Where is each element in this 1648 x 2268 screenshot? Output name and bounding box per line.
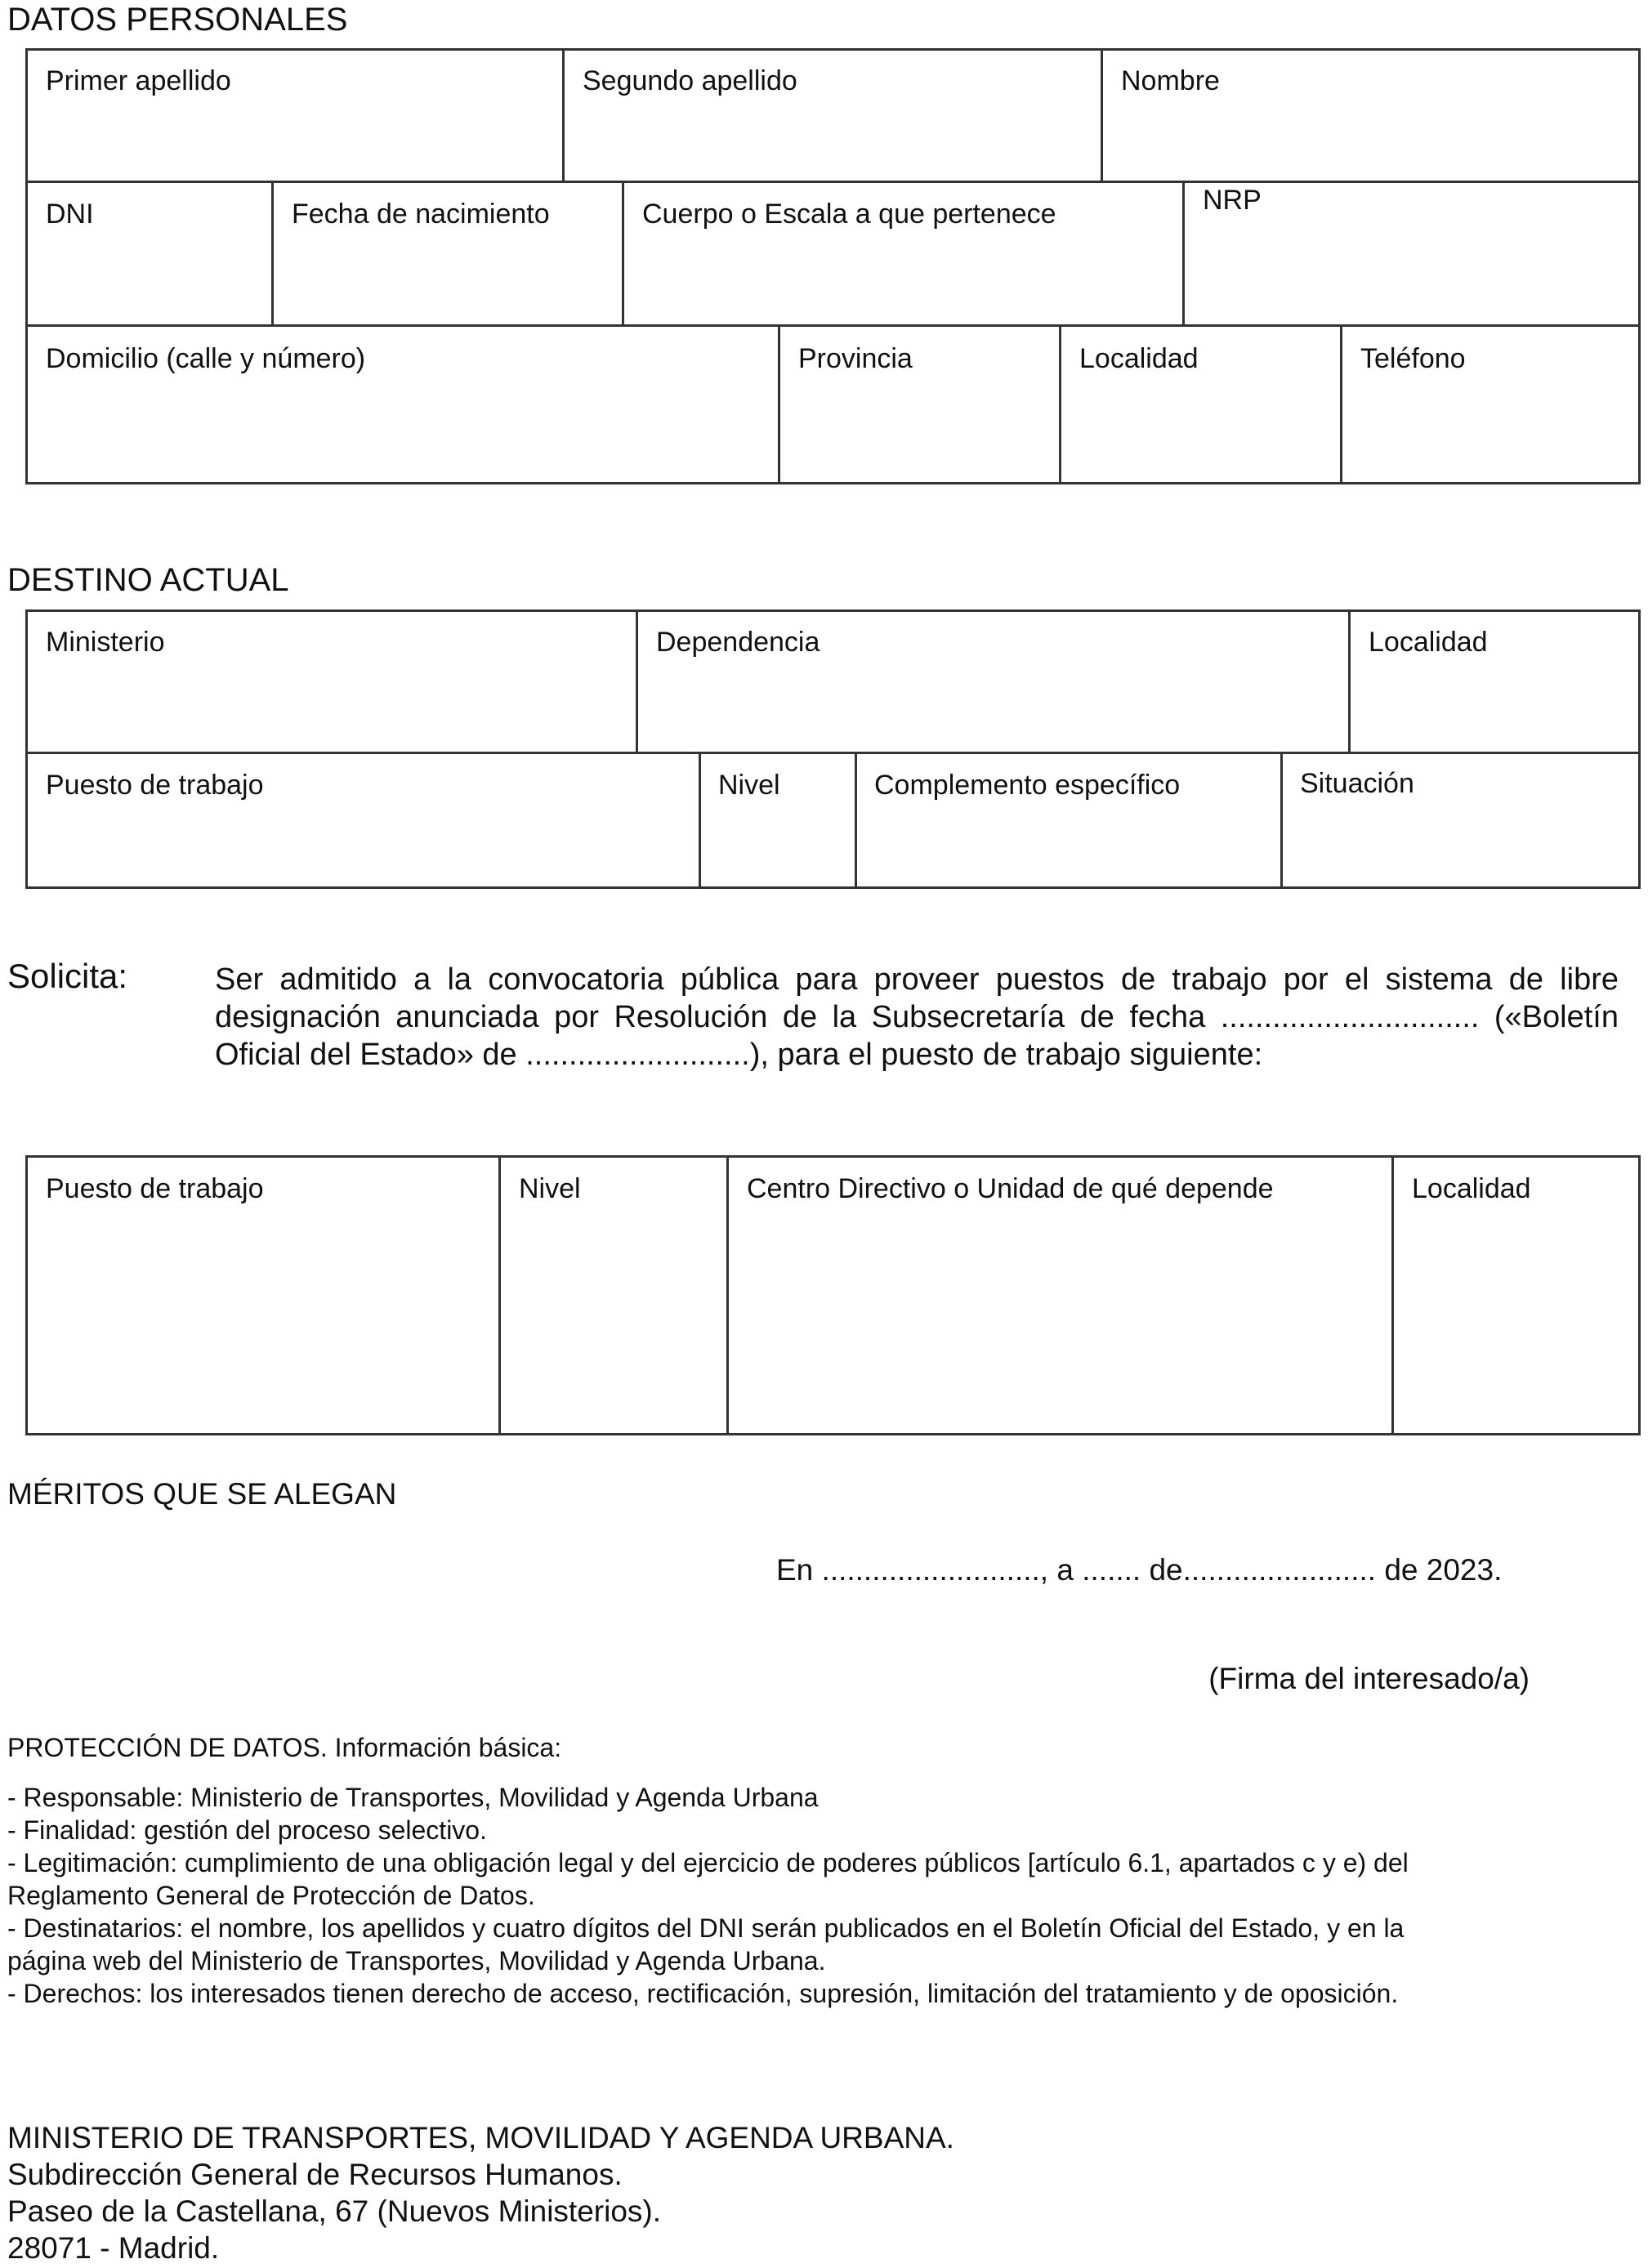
divider: [855, 752, 857, 889]
data-protection-line: - Legitimación: cumplimiento de una obligación legal y del ejercicio de poderes públicos [artículo 6.1, apartados c y e) del: [7, 1848, 1409, 1877]
date-line: En .........................., a ....... de....................... de 2023.: [776, 1553, 1503, 1587]
field-label-segundo-apellido: Segundo apellido: [583, 65, 797, 96]
field-label-complemento-especifico: Complemento específico: [874, 770, 1181, 801]
section-title-destino-actual: DESTINO ACTUAL: [7, 562, 289, 598]
divider: [1280, 752, 1283, 889]
address-line: Paseo de la Castellana, 67 (Nuevos Ministerios).: [7, 2194, 661, 2228]
divider: [622, 181, 624, 326]
field-label-puesto-trabajo: Puesto de trabajo: [46, 770, 264, 801]
field-label-primer-apellido: Primer apellido: [46, 65, 231, 96]
divider: [25, 886, 700, 889]
solicita-text: [215, 961, 1619, 1074]
address-line: MINISTERIO DE TRANSPORTES, MOVILIDAD Y AGENDA URBANA.: [7, 2121, 954, 2154]
datos-personales-table: [25, 48, 1641, 484]
field-label-cuerpo-escala: Cuerpo o Escala a que pertenece: [642, 199, 1056, 230]
divider: [1101, 48, 1103, 182]
field-label-provincia: Provincia: [798, 343, 913, 374]
field-label-dependencia: Dependencia: [656, 627, 820, 658]
field-label-fecha-nacimiento: Fecha de nacimiento: [292, 199, 550, 230]
section-title-meritos: MÉRITOS QUE SE ALEGAN: [7, 1477, 397, 1511]
field-label-localidad: Localidad: [1079, 343, 1199, 374]
field-label-ministerio: Ministerio: [46, 627, 165, 658]
address-block: [7, 2119, 954, 2266]
data-protection-list: [7, 1781, 1409, 2010]
divider: [726, 1155, 729, 1435]
divider: [25, 181, 1641, 183]
divider: [1391, 1155, 1394, 1435]
address-line: Subdirección General de Recursos Humanos.: [7, 2158, 623, 2191]
data-protection-line: - Responsable: Ministerio de Transportes, Movilidad y Agenda Urbana: [7, 1783, 819, 1812]
field-label-localidad-destino: Localidad: [1369, 627, 1488, 658]
field-label-nombre: Nombre: [1121, 65, 1220, 96]
divider: [778, 324, 780, 484]
data-protection-line: - Derechos: los interesados tienen derecho de acceso, rectificación, supresión, limitación del tratamiento y de oposición.: [7, 1979, 1399, 2008]
address-line: 28071 - Madrid.: [7, 2231, 220, 2265]
solicita-label: Solicita:: [7, 957, 128, 995]
data-protection-line: - Finalidad: gestión del proceso selectivo.: [7, 1815, 487, 1845]
field-label-puesto-solicitado: Puesto de trabajo: [46, 1173, 264, 1204]
divider: [562, 48, 565, 182]
solicita-line: Oficial del Estado» de ..........................), para el puesto de trabajo siguiente:: [215, 1038, 1263, 1072]
field-label-nivel-solicitado: Nivel: [519, 1173, 581, 1204]
divider: [1059, 324, 1061, 484]
divider: [25, 324, 1641, 327]
section-title-datos-personales: DATOS PERSONALES: [7, 2, 348, 38]
divider: [271, 181, 274, 326]
field-label-centro-directivo: Centro Directivo o Unidad de qué depende: [747, 1173, 1274, 1204]
solicita-line: Ser admitido a la convocatoria pública para proveer puestos de trabajo por el sistema de libre: [215, 962, 1619, 997]
divider: [699, 752, 701, 889]
signature-caption: (Firma del interesado/a): [1208, 1662, 1530, 1695]
data-protection-line: página web del Ministerio de Transportes, Movilidad y Agenda Urbana.: [7, 1946, 826, 1976]
field-label-nrp: NRP: [1203, 185, 1262, 216]
data-protection-line: Reglamento General de Protección de Datos.: [7, 1881, 535, 1910]
field-label-dni: DNI: [46, 199, 94, 230]
divider: [636, 609, 638, 753]
field-label-nivel: Nivel: [718, 770, 780, 801]
divider: [25, 752, 1641, 754]
divider: [1340, 324, 1342, 484]
divider: [1182, 181, 1185, 326]
field-label-telefono: Teléfono: [1360, 343, 1466, 374]
divider: [699, 886, 1641, 889]
divider: [498, 1155, 501, 1435]
field-label-domicilio: Domicilio (calle y número): [46, 343, 366, 374]
field-label-situacion: Situación: [1300, 768, 1414, 799]
solicita-line: designación anunciada por Resolución de la Subsecretaría de fecha .............................. («Boletín: [215, 1000, 1619, 1034]
data-protection-title: PROTECCIÓN DE DATOS. Información básica:: [7, 1733, 562, 1762]
field-label-localidad-solicitada: Localidad: [1412, 1173, 1531, 1204]
divider: [1348, 609, 1351, 753]
data-protection-line: - Destinatarios: el nombre, los apellidos y cuatro dígitos del DNI serán publicados en el Boletín Oficial del Estado, y en la: [7, 1913, 1405, 1943]
